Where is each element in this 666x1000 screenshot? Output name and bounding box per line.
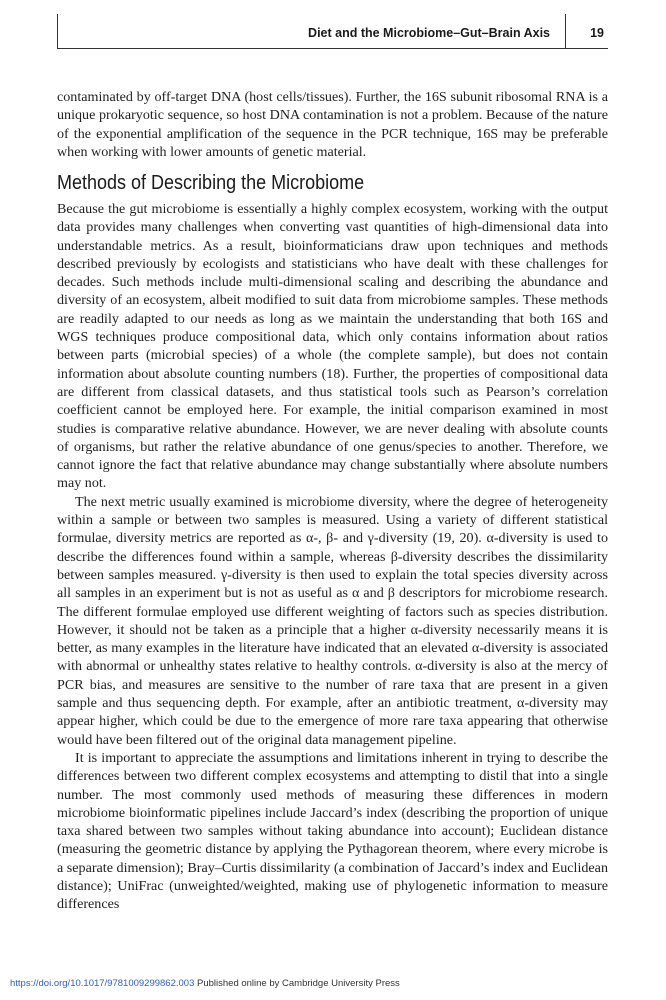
section-heading: Methods of Describing the Microbiome xyxy=(57,172,365,194)
publisher-note: Published online by Cambridge University Press xyxy=(197,978,400,989)
section-text-block xyxy=(57,200,608,914)
intro-text-block xyxy=(57,88,608,161)
paragraph-3: It is important to appreciate the assumptions and limitations inherent in trying to describe the differences between two different complex ecosystems and attempting to distil that into a single number. The most commonly used methods of measuring these differences in modern microbiome bioinformatic pipelines include Jaccard’s index (describing the proportion of unique taxa shared between two samples without taking abundance into account); Euclidean distance (measuring the geometric distance by applying the Pythagorean theorem, where every microbe is a separate dimension); Bray–Curtis dissimilarity (a combination of Jaccard’s index and Euclidean distance); UniFrac (unweighted/weighted, making use of phylogenetic information to measure differences xyxy=(57,749,608,913)
paragraph-1: Because the gut microbiome is essentially a highly complex ecosystem, working with the output data provides many challenges when converting vast quantities of high-dimensional data into understandable metrics. As a result, bioinformaticians draw upon techniques and methods described previously by ecologists and statisticians who have dealt with these challenges for decades. Such methods include multi-dimensional scaling and describing the abundance and diversity of an ecosystem, albeit modified to suit data from microbiome samples. These methods are readily adapted to our needs as long as we maintain the understanding that both 16S and WGS techniques produce compositional data, which only contains information about ratios between parts (microbial species) of a whole (the complete sample), but does not contain information about absolute counting numbers (18). Further, the properties of compositional data are different from classical datasets, and thus statistical tools such as Pearson’s correlation coefficient cannot be employed here. For example, the initial comparison examined in most studies is comparative relative abundance. However, we are never dealing with absolute counts of organisms, but rather the relative abundance of one genus/species to another. Therefore, we cannot ignore the fact that relative abundance may change substantially where absolute numbers may not. xyxy=(57,201,608,492)
page-number: 19 xyxy=(590,26,604,40)
doi-link[interactable]: https://doi.org/10.1017/9781009299862.003 xyxy=(10,978,195,989)
paragraph-2: The next metric usually examined is microbiome diversity, where the degree of heterogeneity within a sample or between two samples is measured. Using a variety of different statistical formulae, diversity metrics are reported as α-, β- and γ-diversity (19, 20). α-diversity is used to describe the differences found within a sample, whereas β-diversity describes the dissimilarity between samples measured. γ-diversity is then used to explain the total species diversity across all samples in an experiment but is not as useful as α and β descriptors for microbiome research. The different formulae employed use different weighting of factors such as species distribution. However, it should not be taken as a principle that a higher α-diversity necessarily means it is better, as many examples in the literature have indicated that an elevated α-diversity is associated with abnormal or unhealthy states relative to healthy controls. α-diversity is also at the mercy of PCR bias, and measures are sensitive to the number of rare taxa that are present in a given sample and thus sequencing depth. For example, after an antibiotic treatment, α-diversity may appear higher, which could be due to the emergence of more rare taxa appearing that otherwise would have been filtered out of the original data management pipeline. xyxy=(57,493,608,748)
running-header xyxy=(57,14,608,49)
page-footer xyxy=(10,978,400,989)
header-divider xyxy=(565,14,566,48)
running-title: Diet and the Microbiome–Gut–Brain Axis xyxy=(308,26,550,40)
paragraph-continuation: contaminated by off-target DNA (host cells/tissues). Further, the 16S subunit ribosomal RNA is a unique prokaryotic sequence, so host DNA contamination is not a problem. Because of the nature of the exponential amplification of the sequence in the PCR technique, 16S may be preferable when working with lower amounts of genetic material. xyxy=(57,89,608,160)
